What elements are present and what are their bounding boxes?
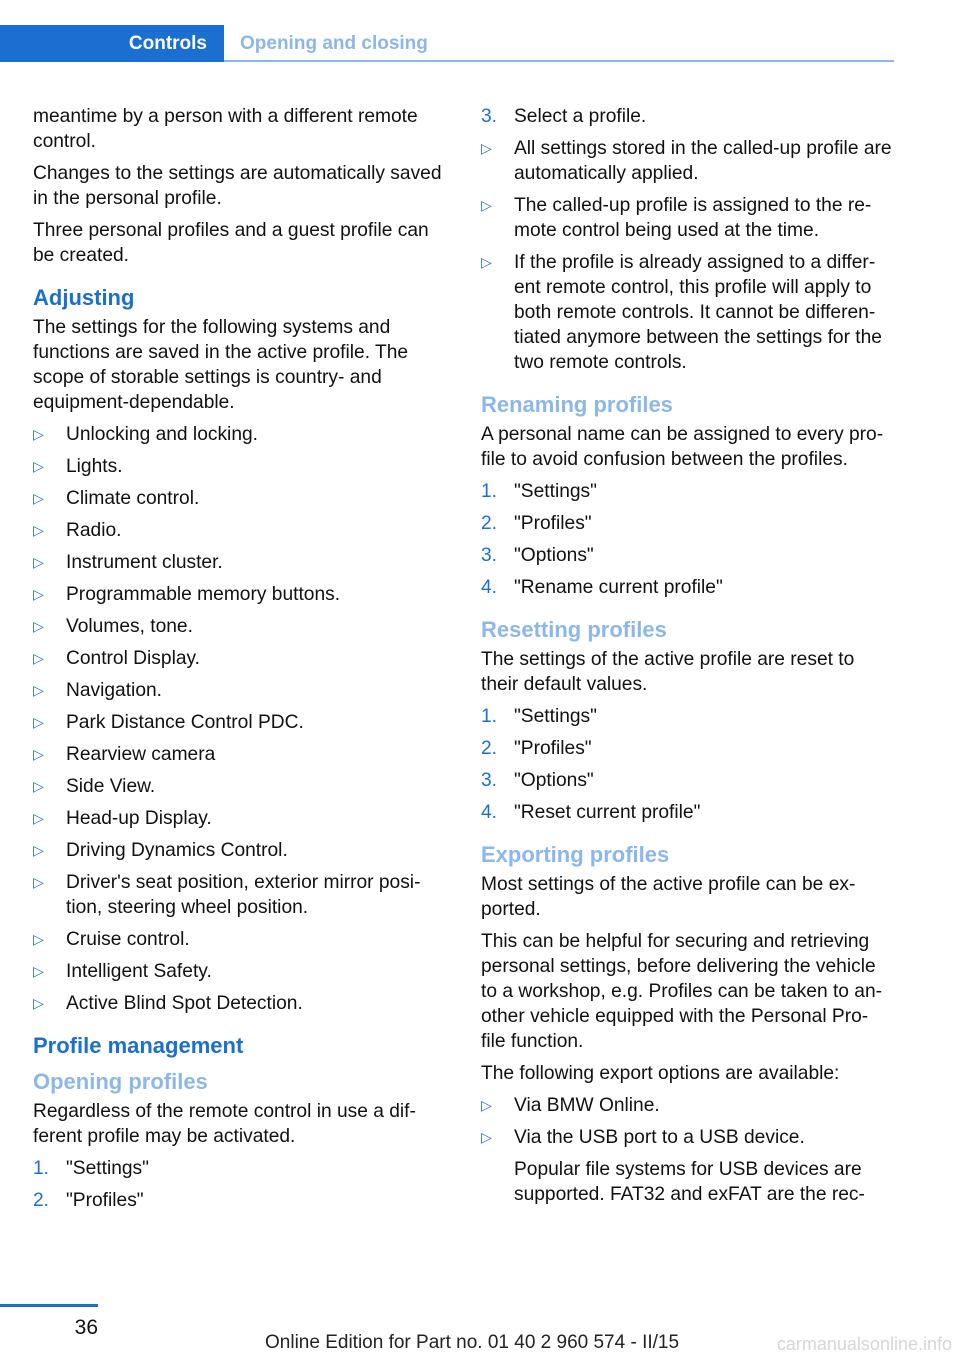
step-text: "Settings" [514, 706, 597, 727]
right-column [481, 104, 896, 1214]
step-text: "Options" [514, 770, 594, 791]
step-text: "Settings" [514, 481, 597, 502]
export-options-list [481, 1093, 896, 1150]
bullet-icon: ▷ [33, 874, 44, 890]
list-item-text: Park Distance Control PDC. [66, 712, 304, 733]
paragraph: Changes to the settings are automatically saved in the personal profile. [33, 163, 442, 209]
profile-selection-list [481, 136, 896, 375]
paragraph: Three personal profiles and a guest profile can be created. [33, 220, 429, 266]
list-item [33, 518, 448, 543]
list-item [481, 479, 896, 504]
heading-exporting-profiles: Exporting profiles [481, 842, 670, 867]
paragraph: The settings of the active profile are reset to their default values. [481, 649, 855, 695]
list-item-text: Via the USB port to a USB device. [514, 1127, 805, 1148]
list-item [33, 838, 448, 863]
bullet-icon: ▷ [33, 842, 44, 858]
paragraph: The settings for the following systems and functions are saved in the active profile. The scope of storable settings is country- and equipment-dependable. [33, 317, 409, 413]
list-item [33, 806, 448, 831]
list-item [481, 768, 896, 793]
section-tab-opening-closing: Opening and closing [240, 33, 428, 54]
heading-profile-management: Profile management [33, 1033, 244, 1058]
list-item-text: Side View. [66, 776, 156, 797]
list-item [481, 104, 896, 129]
paragraph: meantime by a person with a different remote control. [33, 106, 418, 152]
list-item-text: Head-up Display. [66, 808, 212, 829]
list-item [33, 678, 448, 703]
list-item-text: Radio. [66, 520, 122, 541]
list-item [33, 710, 448, 735]
list-item-text: Via BMW Online. [514, 1095, 660, 1116]
list-item-text: Unlocking and locking. [66, 424, 258, 445]
heading-adjusting: Adjusting [33, 285, 135, 310]
paragraph: Regardless of the remote control in use a dif- ferent profile may be activated. [33, 1101, 416, 1147]
list-item [33, 1156, 448, 1181]
list-item-text: Driving Dynamics Control. [66, 840, 288, 861]
list-item-text: Rearview camera [66, 744, 216, 765]
step-number: 3. [481, 770, 498, 791]
list-item [481, 800, 896, 825]
list-item-text: All settings stored in the called-up profile are automatically applied. [514, 138, 892, 184]
list-item [33, 870, 448, 920]
list-item [481, 704, 896, 729]
header-rule [224, 60, 894, 62]
bullet-icon: ▷ [33, 618, 44, 634]
list-item [33, 742, 448, 767]
step-number: 2. [481, 513, 498, 534]
list-item [481, 136, 896, 186]
bullet-icon: ▷ [481, 197, 492, 213]
bullet-icon: ▷ [481, 254, 492, 270]
list-item-text: Driver's seat position, exterior mirror posi- tion, steering wheel position. [66, 872, 421, 918]
resetting-steps [481, 704, 896, 825]
bullet-icon: ▷ [481, 140, 492, 156]
list-item-text: If the profile is already assigned to a differ- ent remote control, this profile will apply to both remote controls. It cannot be differen- tiated anymore between the settings for the two remote controls. [514, 252, 882, 373]
page-number: 36 [74, 1316, 98, 1339]
bullet-icon: ▷ [481, 1129, 492, 1145]
step-number: 1. [33, 1158, 50, 1179]
bullet-icon: ▷ [33, 426, 44, 442]
list-item [33, 774, 448, 799]
usb-note: Popular file systems for USB devices are supported. FAT32 and exFAT are the rec- [514, 1159, 865, 1205]
step-number: 3. [481, 106, 498, 127]
opening-steps-continued [481, 104, 896, 129]
list-item-text: Navigation. [66, 680, 162, 701]
step-number: 3. [481, 545, 498, 566]
left-column [33, 104, 448, 1220]
heading-resetting-profiles: Resetting profiles [481, 617, 667, 642]
adjusting-list [33, 422, 448, 1016]
bullet-icon: ▷ [33, 554, 44, 570]
paragraph: A personal name can be assigned to every pro- file to avoid confusion between the profiles. [481, 424, 884, 470]
step-number: 1. [481, 706, 498, 727]
opening-steps [33, 1156, 448, 1213]
list-item [481, 1093, 896, 1118]
renaming-steps [481, 479, 896, 600]
list-item [33, 991, 448, 1016]
step-text: "Reset current profile" [514, 802, 701, 823]
list-item [481, 511, 896, 536]
bullet-icon: ▷ [33, 490, 44, 506]
list-item [33, 959, 448, 984]
step-text: "Settings" [66, 1158, 149, 1179]
bullet-icon: ▷ [33, 650, 44, 666]
bullet-icon: ▷ [33, 522, 44, 538]
step-number: 1. [481, 481, 498, 502]
list-item [33, 927, 448, 952]
watermark: carmanualsonline.info [776, 1334, 952, 1354]
list-item [481, 250, 896, 375]
footer-rule [0, 1304, 98, 1307]
list-item [33, 646, 448, 671]
list-item-text: Active Blind Spot Detection. [66, 993, 303, 1014]
step-text: "Profiles" [66, 1190, 144, 1211]
list-item [33, 582, 448, 607]
list-item [33, 614, 448, 639]
list-item [33, 550, 448, 575]
list-item [33, 486, 448, 511]
list-item [33, 1188, 448, 1213]
heading-opening-profiles: Opening profiles [33, 1069, 208, 1094]
bullet-icon: ▷ [33, 682, 44, 698]
paragraph: Most settings of the active profile can be ex- ported. [481, 874, 856, 920]
list-item-text: Volumes, tone. [66, 616, 193, 637]
list-item [33, 454, 448, 479]
list-item-text: The called-up profile is assigned to the re- mote control being used at the time. [514, 195, 872, 241]
paragraph: The following export options are available: [481, 1063, 840, 1084]
bullet-icon: ▷ [33, 931, 44, 947]
step-number: 4. [481, 577, 498, 598]
bullet-icon: ▷ [33, 995, 44, 1011]
section-tab-controls: Controls [0, 25, 224, 62]
list-item [481, 736, 896, 761]
bullet-icon: ▷ [33, 586, 44, 602]
list-item-text: Cruise control. [66, 929, 190, 950]
step-text: "Profiles" [514, 738, 592, 759]
bullet-icon: ▷ [33, 810, 44, 826]
bullet-icon: ▷ [481, 1097, 492, 1113]
bullet-icon: ▷ [33, 714, 44, 730]
list-item-text: Programmable memory buttons. [66, 584, 341, 605]
bullet-icon: ▷ [33, 778, 44, 794]
list-item [481, 543, 896, 568]
bullet-icon: ▷ [33, 963, 44, 979]
list-item [33, 422, 448, 447]
bullet-icon: ▷ [33, 458, 44, 474]
step-number: 2. [481, 738, 498, 759]
step-text: "Profiles" [514, 513, 592, 534]
list-item-text: Control Display. [66, 648, 201, 669]
list-item [481, 1125, 896, 1150]
step-number: 4. [481, 802, 498, 823]
list-item-text: Lights. [66, 456, 123, 477]
step-text: Select a profile. [514, 106, 647, 127]
list-item [481, 575, 896, 600]
step-text: "Rename current profile" [514, 577, 723, 598]
step-text: "Options" [514, 545, 594, 566]
heading-renaming-profiles: Renaming profiles [481, 392, 673, 417]
edition-note: Online Edition for Part no. 01 40 2 960 574 - II/15 [265, 1332, 680, 1353]
list-item [481, 193, 896, 243]
list-item-text: Instrument cluster. [66, 552, 223, 573]
bullet-icon: ▷ [33, 746, 44, 762]
list-item-text: Intelligent Safety. [66, 961, 212, 982]
paragraph: This can be helpful for securing and retrieving personal settings, before delivering the vehicle to a workshop, e.g. Profiles can be taken to an- other vehicle equipped with the Personal Pro- file function. [481, 931, 883, 1052]
list-item-text: Climate control. [66, 488, 200, 509]
page-header [0, 0, 960, 62]
step-number: 2. [33, 1190, 50, 1211]
